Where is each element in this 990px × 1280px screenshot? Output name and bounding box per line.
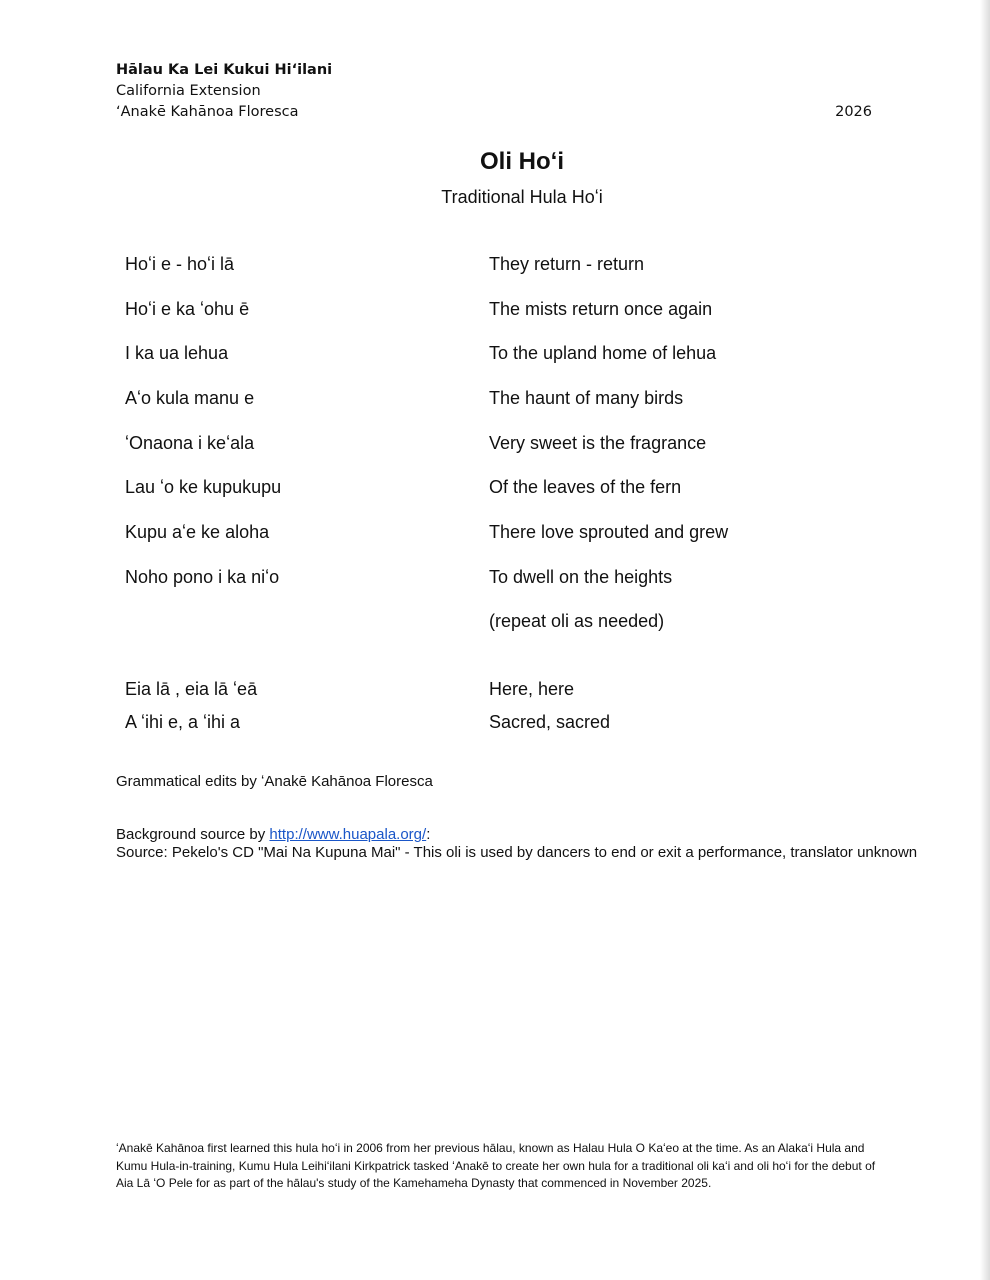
verse-line bbox=[125, 386, 825, 431]
oli-verse bbox=[125, 252, 825, 610]
verse-line bbox=[125, 297, 825, 342]
verse-line bbox=[125, 252, 825, 297]
edits-credit: Grammatical edits by ʻAnakē Kahānoa Floresca bbox=[116, 773, 433, 790]
english-translation: To dwell on the heights bbox=[489, 566, 673, 587]
huapala-link[interactable]: http://www.huapala.org/ bbox=[269, 826, 427, 843]
hawaiian-text: A ʻihi e, a ʻihi a bbox=[125, 712, 241, 732]
page-title: Oli Hoʻi bbox=[480, 148, 564, 175]
page-subtitle: Traditional Hula Hoʻi bbox=[441, 187, 603, 207]
background-source-line bbox=[116, 826, 926, 844]
source-description: Source: Pekelo's CD "Mai Na Kupuna Mai" - This oli is used by dancers to end or exit a performance, translator unknown bbox=[116, 844, 918, 861]
english-translation: The haunt of many birds bbox=[489, 388, 684, 409]
year: 2026 bbox=[835, 104, 872, 120]
title-block bbox=[0, 146, 990, 208]
closing-line bbox=[125, 710, 825, 743]
source-block bbox=[116, 826, 926, 862]
source-prefix: Background source by bbox=[116, 826, 270, 843]
hawaiian-text: Lau ʻo ke kupukupu bbox=[125, 477, 282, 498]
verse-line bbox=[125, 475, 825, 520]
hawaiian-text: Eia lā , eia lā ʻeā bbox=[125, 679, 258, 699]
verse-line bbox=[125, 431, 825, 476]
closing-verse bbox=[125, 677, 825, 743]
english-translation: The mists return once again bbox=[489, 298, 713, 319]
verse-line bbox=[125, 520, 825, 565]
hawaiian-text: Hoʻi e ka ʻohu ē bbox=[125, 298, 250, 319]
hawaiian-text: Aʻo kula manu e bbox=[125, 388, 255, 409]
english-translation: Of the leaves of the fern bbox=[489, 477, 682, 498]
english-translation: There love sprouted and grew bbox=[489, 522, 729, 543]
verse-line bbox=[125, 341, 825, 386]
english-translation: Very sweet is the fragrance bbox=[489, 432, 707, 453]
author-name: ʻAnakē Kahānoa Floresca bbox=[116, 104, 299, 120]
repeat-note: (repeat oli as needed) bbox=[489, 611, 665, 631]
hawaiian-text: I ka ua lehua bbox=[125, 343, 229, 364]
hawaiian-text: Noho pono i ka niʻo bbox=[125, 566, 280, 587]
source-suffix: : bbox=[426, 826, 431, 843]
hawaiian-text: Hoʻi e - hoʻi lā bbox=[125, 254, 235, 274]
hawaiian-text: ʻOnaona i keʻala bbox=[125, 432, 255, 453]
org-name: Hālau Ka Lei Kukui Hiʻilani bbox=[116, 62, 333, 78]
author-year-line bbox=[116, 102, 872, 123]
verse-line bbox=[125, 565, 825, 610]
english-translation: Sacred, sacred bbox=[489, 712, 611, 732]
english-translation: They return - return bbox=[489, 254, 645, 274]
document-header bbox=[116, 60, 872, 123]
hawaiian-text: Kupu aʻe ke aloha bbox=[125, 522, 270, 543]
english-translation: To the upland home of lehua bbox=[489, 343, 717, 364]
closing-line bbox=[125, 677, 825, 710]
footnote: ʻAnakē Kahānoa first learned this hula hoʻi in 2006 from her previous hālau, known as Halau Hula O Kaʻeo at the time. As an Alakaʻi Hula and Kumu Hula-in-training, Kumu Hula Leihiʻilani Kirkpatrick tasked ʻAnakē to create her own hula for a traditional oli kaʻi and oli hoʻi for the debut of Aia Lā ʻO Pele for as part of the hālau's study of the Kamehameha Dynasty that commenced in November 2025. bbox=[116, 1141, 876, 1190]
extension-name: California Extension bbox=[116, 83, 261, 99]
english-translation: Here, here bbox=[489, 679, 575, 699]
